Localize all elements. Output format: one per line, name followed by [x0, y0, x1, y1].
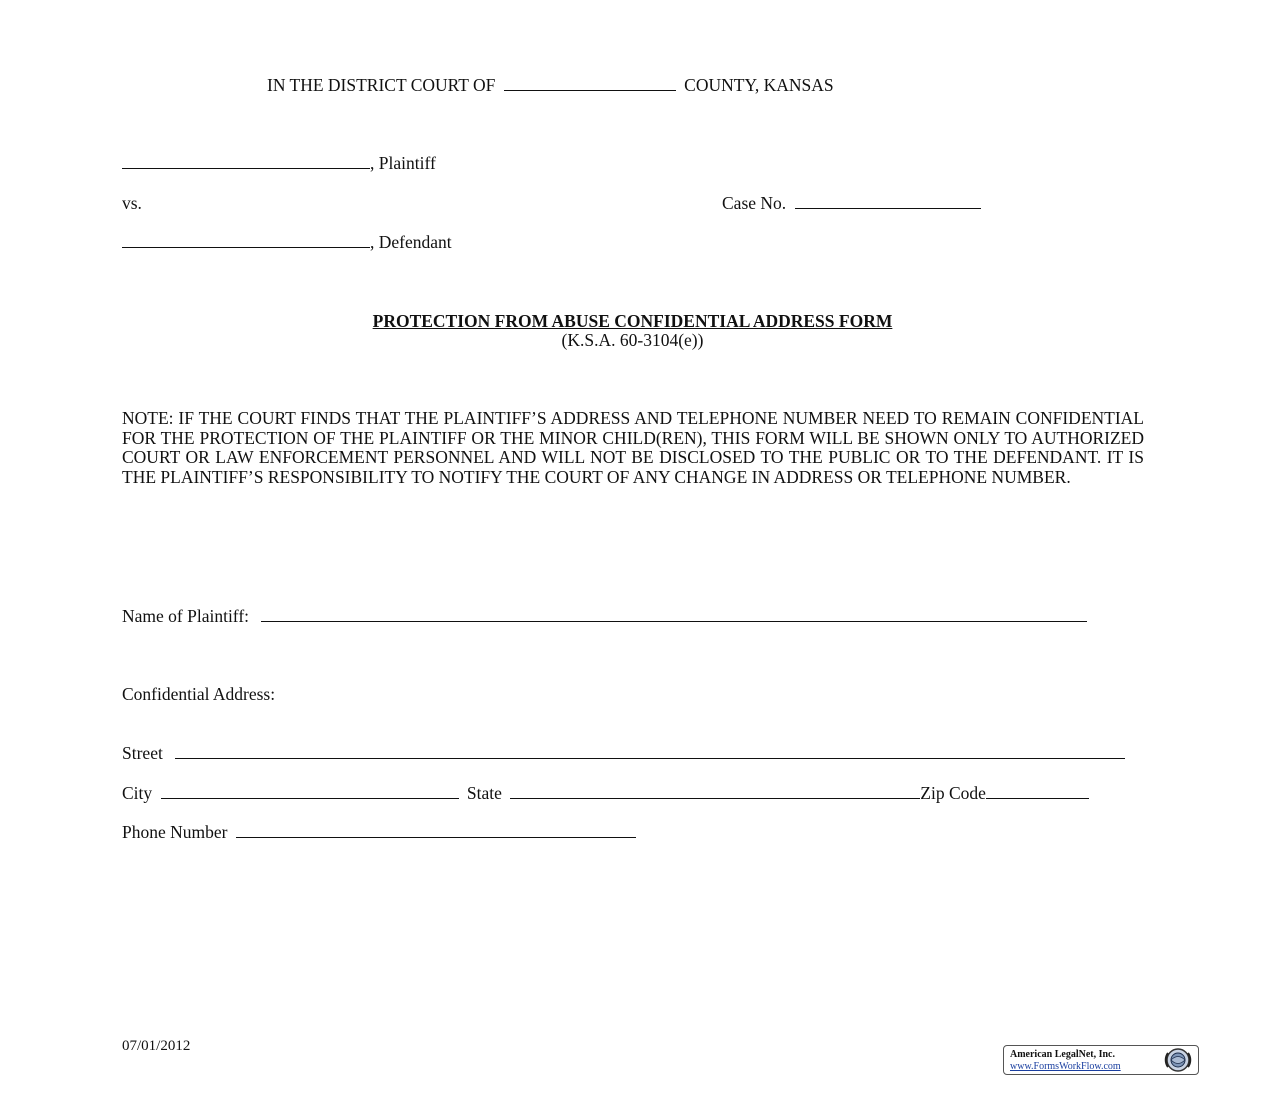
confidentiality-note: NOTE: IF THE COURT FINDS THAT THE PLAINTIFF’S ADDRESS AND TELEPHONE NUMBER NEED TO REMAIN CONFIDENTIAL FOR THE PROTECTION OF THE PLAINTIFF OR THE MINOR CHILD(REN), THIS FORM WILL BE SHOWN ONLY TO AUTHORIZED COURT OR LAW ENFORCEMENT PERSONNEL AND WILL NOT BE DISCLOSED TO THE PUBLIC OR TO THE DEFENDANT. IT IS THE PLAINTIFF’S RESPONSIBILITY TO NOTIFY THE COURT OF ANY CHANGE IN ADDRESS OR TELEPHONE NUMBER. — [122, 408, 1144, 487]
court-header — [267, 75, 834, 96]
state-label: State — [466, 783, 502, 803]
form-title: PROTECTION FROM ABUSE CONFIDENTIAL ADDRESS FORM — [372, 311, 893, 331]
zip-input[interactable] — [986, 784, 1089, 799]
form-date: 07/01/2012 — [122, 1038, 191, 1054]
case-number-line — [722, 193, 981, 214]
plaintiff-name-label: Name of Plaintiff: — [122, 606, 250, 626]
zip-label: Zip Code — [920, 783, 986, 803]
city-state-zip-row — [122, 783, 1089, 804]
city-input[interactable] — [161, 784, 459, 799]
street-label: Street — [122, 743, 163, 763]
court-header-prefix: IN THE DISTRICT COURT OF — [267, 75, 496, 95]
phone-input[interactable] — [236, 823, 636, 838]
defendant-label: , Defendant — [370, 232, 452, 252]
statute-citation: (K.S.A. 60-3104(e)) — [561, 330, 704, 350]
vs-label: vs. — [122, 193, 142, 213]
city-label: City — [122, 783, 153, 803]
court-header-suffix: COUNTY, KANSAS — [684, 75, 834, 95]
logo-company-name: American LegalNet, Inc. — [1010, 1049, 1115, 1060]
plaintiff-blank[interactable] — [122, 154, 370, 169]
plaintiff-name-field — [122, 606, 1087, 627]
state-input[interactable] — [510, 784, 920, 799]
plaintiff-label: , Plaintiff — [370, 153, 436, 173]
case-number-blank[interactable] — [795, 194, 981, 209]
street-field — [122, 743, 1125, 764]
street-input[interactable] — [175, 744, 1125, 759]
american-legalnet-logo[interactable] — [1003, 1045, 1199, 1075]
globe-icon — [1161, 1047, 1195, 1073]
logo-url-link[interactable]: www.FormsWorkFlow.com — [1010, 1061, 1121, 1072]
defendant-line — [122, 232, 452, 253]
plaintiff-line — [122, 153, 436, 174]
confidential-address-heading: Confidential Address: — [122, 684, 276, 704]
phone-label: Phone Number — [122, 822, 228, 842]
plaintiff-name-input[interactable] — [261, 607, 1087, 622]
county-blank[interactable] — [504, 76, 676, 91]
case-number-label: Case No. — [722, 193, 787, 213]
defendant-blank[interactable] — [122, 233, 370, 248]
phone-field — [122, 822, 636, 843]
